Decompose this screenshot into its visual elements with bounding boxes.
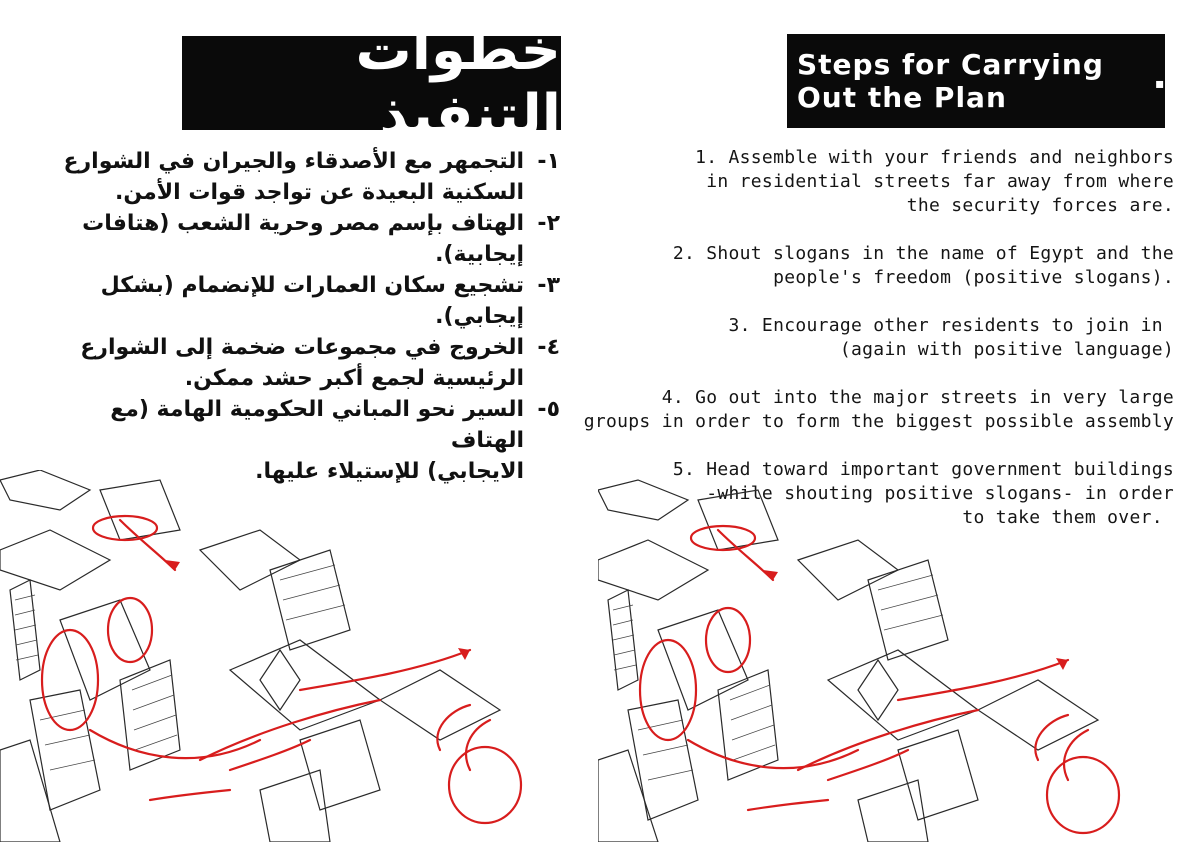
english-step-line: the security forces are.: [906, 195, 1174, 216]
arabic-step-line: إيجابي).: [435, 304, 524, 329]
arabic-step: [60, 208, 560, 270]
english-step-line: 4. Go out into the major streets in very large: [661, 387, 1174, 408]
english-step-line: in residential streets far away from where: [706, 171, 1174, 192]
english-step-line: 3. Encourage other residents to join in: [728, 315, 1174, 336]
english-step: [572, 146, 1174, 218]
city-march-sketch-right: [598, 470, 1190, 842]
english-title-line-1: Steps for Carrying: [797, 48, 1104, 81]
english-step-line: groups in order to form the biggest possible assembly: [583, 411, 1174, 432]
english-step-line: to take them over.: [962, 507, 1174, 528]
hatching: [613, 575, 943, 780]
arabic-steps-list: [60, 146, 560, 487]
arabic-title: [182, 18, 561, 148]
march-routes: [640, 526, 1119, 833]
title-edge-mark: ▪: [1155, 76, 1166, 92]
city-march-sketch-left: [0, 470, 540, 842]
arabic-step: [60, 332, 560, 394]
arabic-step-line: تشجيع سكان العمارات للإنضمام (بشكل: [100, 273, 524, 298]
arabic-step: [60, 146, 560, 208]
arabic-step: [60, 270, 560, 332]
arabic-step-line: إيجابية).: [435, 242, 524, 267]
arabic-step-number: ٤-: [537, 335, 560, 360]
city-sketch-svg: [598, 470, 1190, 842]
english-step-line: people's freedom (positive slogans).: [773, 267, 1174, 288]
english-step-line: 5. Head toward important government buildings: [672, 459, 1174, 480]
arabic-step-number: ٢-: [537, 211, 560, 236]
english-title: [787, 34, 1165, 128]
english-step: [572, 242, 1174, 290]
arabic-step-line: الخروج في مجموعات ضخمة إلى الشوارع: [80, 335, 524, 360]
arabic-step-line: الرئيسية لجمع أكبر حشد ممكن.: [184, 366, 524, 391]
arabic-step-number: ٥-: [537, 397, 560, 422]
english-step-line: 2. Shout slogans in the name of Egypt and the: [672, 243, 1174, 264]
city-sketch-svg: [0, 470, 540, 842]
building-outlines: [0, 470, 500, 842]
english-step: [572, 314, 1174, 362]
arabic-title-text: خطوات التنفيذ: [355, 18, 561, 148]
arabic-step-number: ١-: [537, 149, 560, 174]
english-step-line: (again with positive language): [839, 339, 1174, 360]
english-title-line-2: Out the Plan: [797, 81, 1007, 114]
arabic-step-line: الهتاف بإسم مصر وحرية الشعب (هتافات: [82, 211, 524, 236]
march-routes: [42, 516, 521, 823]
arabic-step-line: السكنية البعيدة عن تواجد قوات الأمن.: [115, 180, 524, 205]
english-step-line: -while shouting positive slogans- in order: [706, 483, 1174, 504]
arabic-step-line: السير نحو المباني الحكومية الهامة (مع الهتاف: [110, 397, 524, 453]
english-step-line: 1. Assemble with your friends and neighbors: [695, 147, 1174, 168]
english-step: [572, 386, 1174, 434]
arabic-step-line: الايجابي) للإستيلاء عليها.: [255, 459, 524, 484]
hatching: [15, 565, 345, 770]
arabic-step-line: التجمهر مع الأصدقاء والجيران في الشوارع: [63, 149, 524, 174]
building-outlines: [598, 480, 1098, 842]
arabic-step-number: ٣-: [537, 273, 560, 298]
